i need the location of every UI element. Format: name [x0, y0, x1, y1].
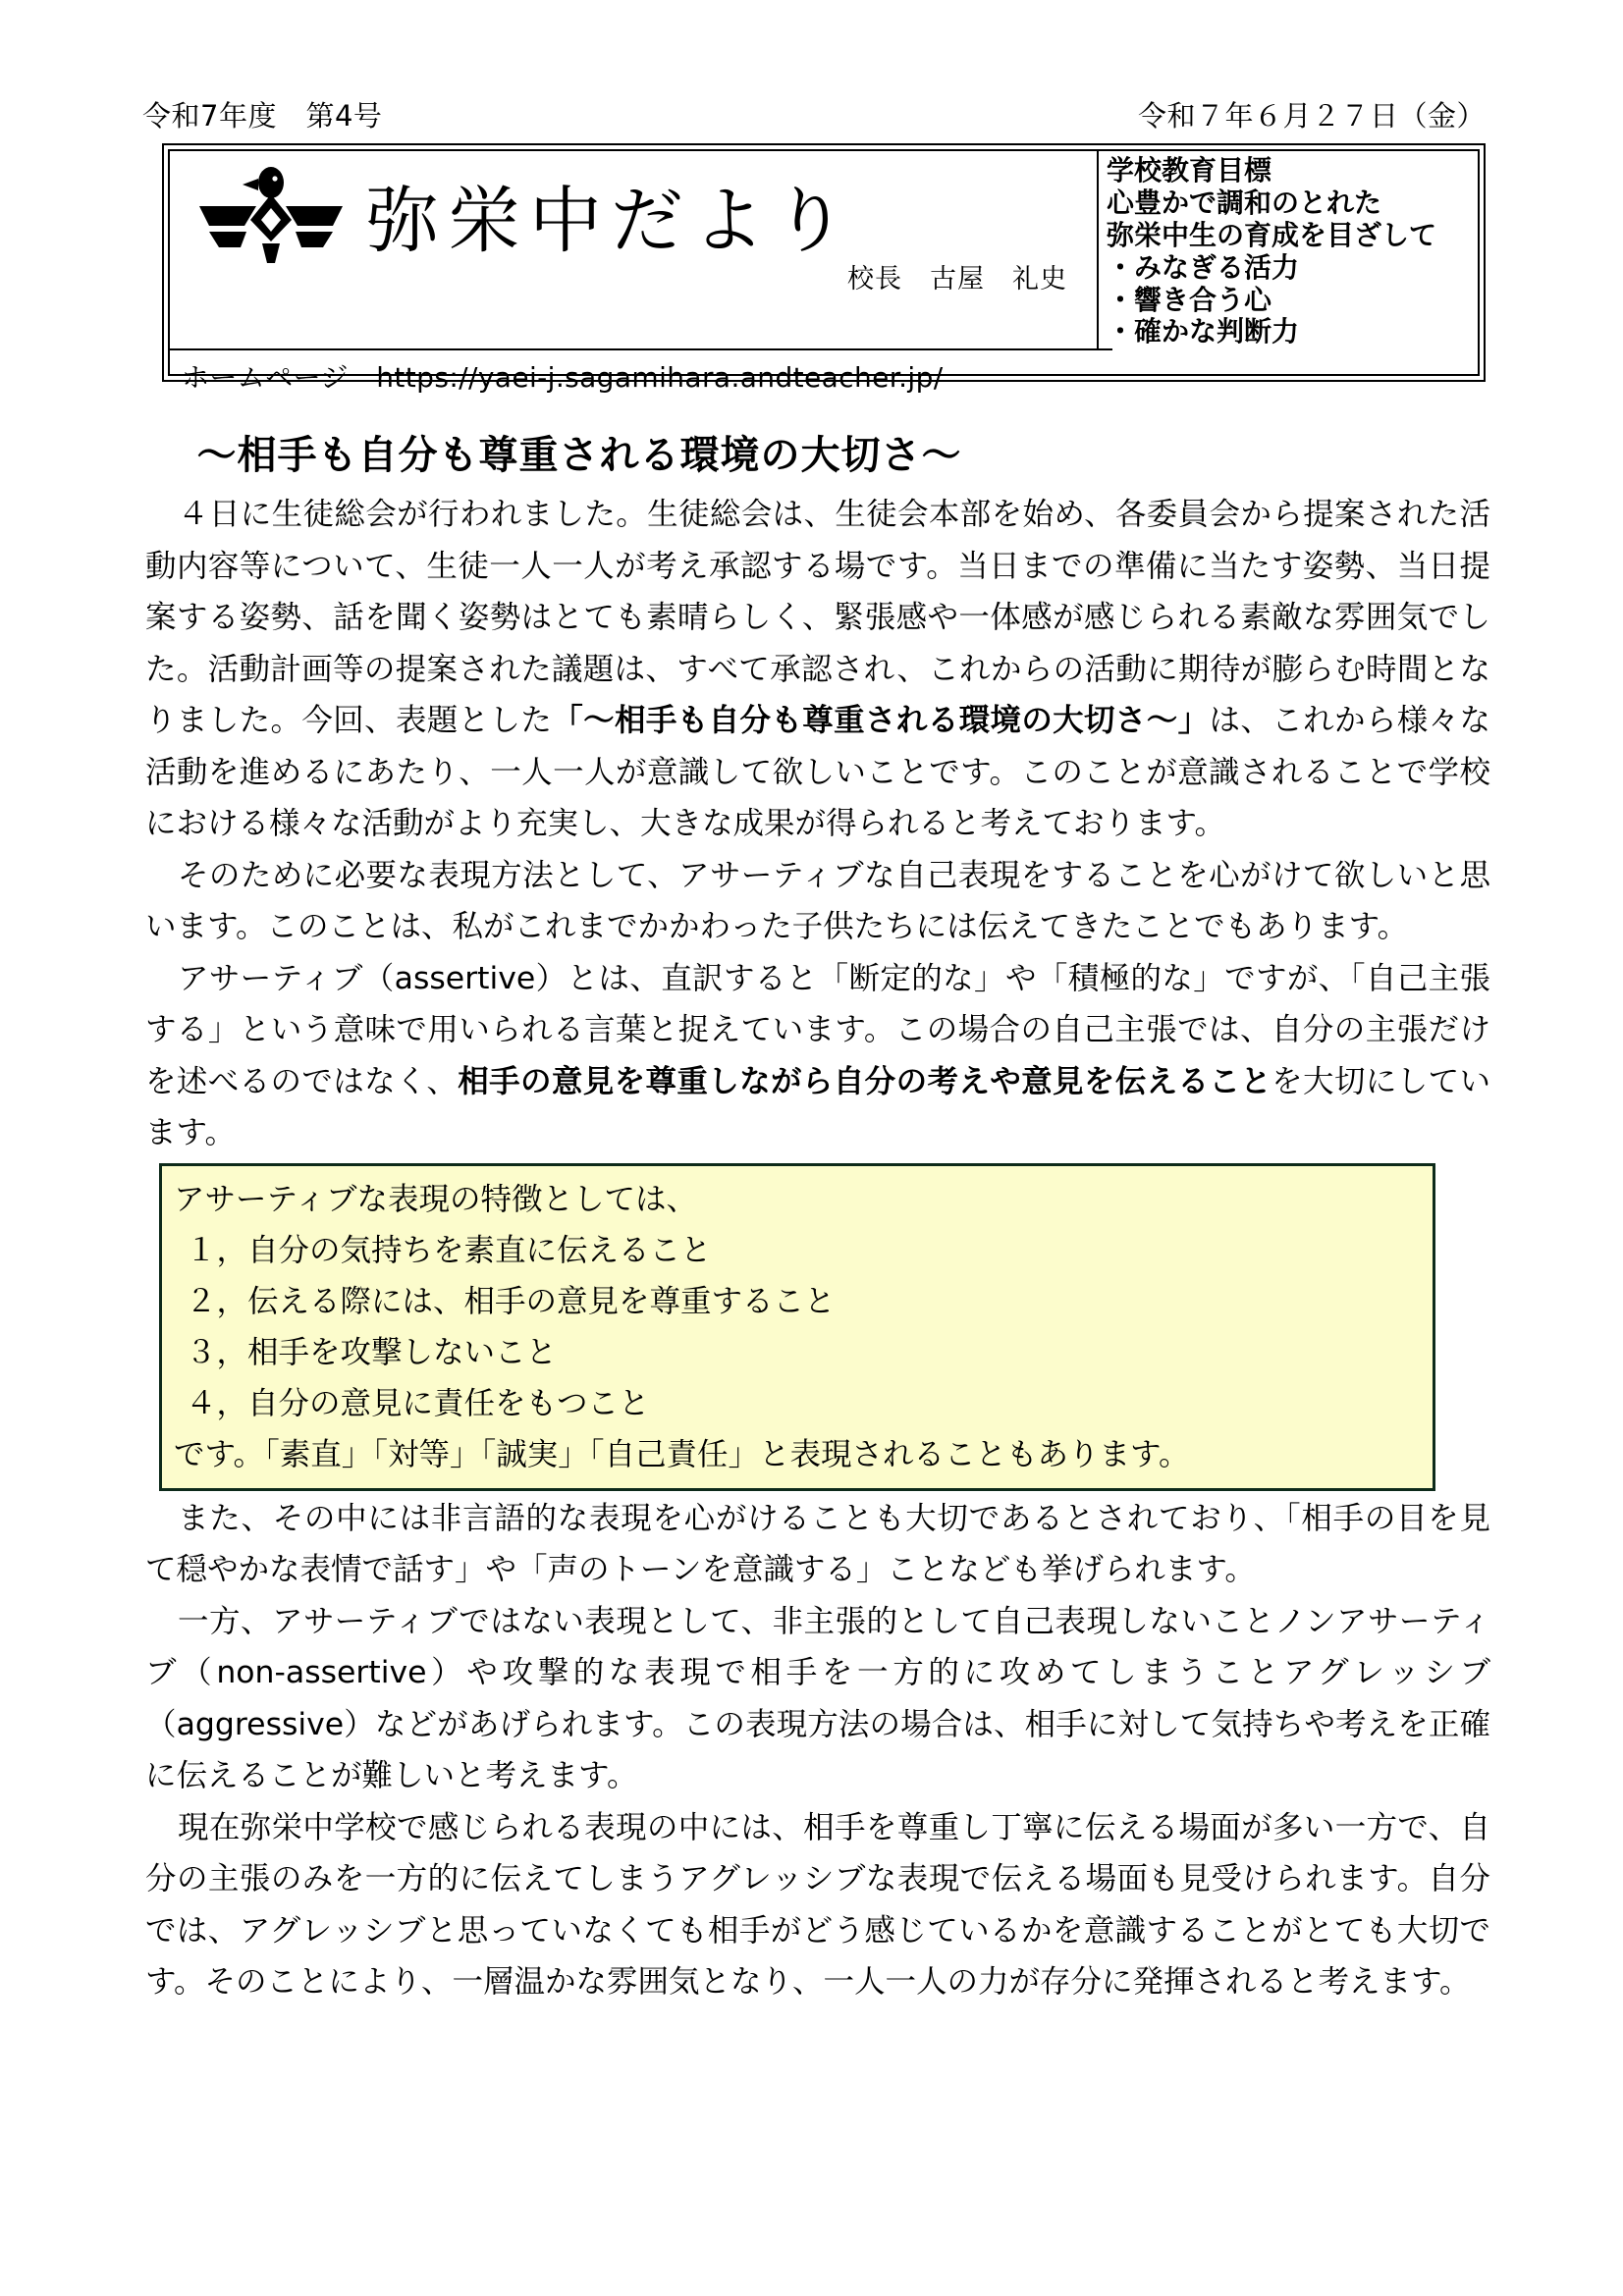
homepage-row — [170, 348, 1112, 394]
document-meta-row — [142, 94, 1486, 134]
callout-item-2: ２，伝える際には、相手の意見を尊重すること — [186, 1283, 836, 1319]
principal-name: 校長 古屋 礼史 — [847, 264, 1067, 294]
paragraph-3 — [145, 953, 1490, 1159]
article-headline: 〜相手も自分も尊重される環境の大切さ〜 — [196, 433, 962, 478]
homepage-label: ホームページ — [182, 361, 349, 395]
article-body — [145, 489, 1490, 2008]
masthead-upper — [170, 151, 1478, 348]
paragraph-2: そのために必要な表現方法として、アサーティブな自己表現をすることを心がけて欲しいと思います。このことは、私がこれまでかかわった子供たちには伝えてきたことでもあります。 — [145, 857, 1490, 944]
paragraph-1-bold: 「〜相手も自分も尊重される環境の大切さ〜」 — [552, 703, 1210, 738]
goal-bullet-2 — [1107, 285, 1478, 317]
publication-date: 令和７年６月２７日（金） — [1137, 99, 1486, 133]
callout-intro: アサーティブな表現の特徴としては、 — [174, 1181, 697, 1217]
goal-bullet-1 — [1107, 252, 1478, 285]
school-goal-box — [1097, 151, 1478, 348]
paragraph-3-part-a: アサーティブ（assertive）とは、直訳すると「断定的な」や「積極的な」ですが、「自己主張する」という意味で用いられる言葉と捉えています。この場合の自己主張では、自分の主張だけを述べるのではなく、 — [145, 960, 1490, 1099]
paragraph-3-part-b: を大切にしています。 — [145, 1063, 1490, 1150]
bullet-mark-icon: ・ — [1107, 315, 1135, 348]
issue-number: 令和7年度 第4号 — [142, 99, 383, 133]
masthead — [162, 143, 1486, 395]
callout-item-4: ４，自分の意見に責任をもつこと — [186, 1385, 650, 1421]
newsletter-title: 弥栄中だより — [366, 179, 855, 263]
paragraph-4: また、その中には非言語的な表現を心がけることも大切であるとされており、「相手の目を見て穏やかな表情で話す」や「声のトーンを意識する」ことなども挙げられます。 — [145, 1500, 1490, 1587]
goal-bullet-2-label: 響き合う心 — [1134, 283, 1272, 316]
goal-line-2: 弥栄中生の育成を目ざして — [1107, 218, 1437, 251]
school-emblem-bird-icon — [197, 165, 345, 267]
paragraph-5: 一方、アサーティブではない表現として、非主張的として自己表現しないことノンアサーティブ（non-assertive）や攻撃的な表現で相手を一方的に攻めてしまうことアグレッシブ（aggressive）などがあげられます。この表現方法の場合は、相手に対して気持ちや考えを正確に伝えることが難しいと考えます。 — [145, 1603, 1490, 1793]
callout-closing: です。「素直」「対等」「誠実」「自己責任」と表現されることもあります。 — [174, 1436, 1190, 1472]
assertive-features-callout-box — [159, 1163, 1435, 1491]
goal-heading: 学校教育目標 — [1107, 154, 1272, 187]
goal-bullet-3-label: 確かな判断力 — [1134, 315, 1300, 348]
homepage-url[interactable]: https://yaei-j.sagamihara.andteacher.jp/ — [376, 361, 944, 395]
goal-line-1: 心豊かで調和のとれた — [1107, 186, 1382, 219]
callout-item-3: ３，相手を攻撃しないこと — [186, 1334, 558, 1370]
masthead-inner-frame — [168, 149, 1480, 395]
goal-bullet-1-label: みなぎる活力 — [1134, 250, 1300, 284]
paragraph-1-part-b: は、これから様々な活動を進めるにあたり、一人一人が意識して欲しいことです。このことが意識されることで学校における様々な活動がより充実し、大きな成果が得られると考えております。 — [145, 703, 1490, 841]
bullet-mark-icon: ・ — [1107, 250, 1135, 284]
masthead-left — [170, 151, 1097, 348]
callout-item-1: １，自分の気持ちを素直に伝えること — [186, 1232, 712, 1268]
bullet-mark-icon: ・ — [1107, 283, 1135, 316]
paragraph-3-bold: 相手の意見を尊重しながら自分の考えや意見を伝えること — [458, 1063, 1272, 1099]
paragraph-1 — [145, 489, 1490, 850]
paragraph-6: 現在弥栄中学校で感じられる表現の中には、相手を尊重し丁寧に伝える場面が多い一方で、自分の主張のみを一方的に伝えてしまうアグレッシブな表現で伝える場面も見受けられます。自分では、アグレッシブと思っていなくても相手がどう感じているかを意識することがとても大切です。そのことにより、一層温かな雰囲気となり、一人一人の力が存分に発揮されると考えます。 — [145, 1809, 1490, 2000]
goal-bullet-3 — [1107, 316, 1478, 348]
paragraph-1-part-a: ４日に生徒総会が行われました。生徒総会は、生徒会本部を始め、各委員会から提案された活動内容等について、生徒一人一人が考え承認する場です。当日までの準備に当たす姿勢、当日提案する姿勢、話を聞く姿勢はとても素晴らしく、緊張感や一体感が感じられる素敵な雰囲気でした。活動計画等の提案された議題は、すべて承認され、これからの活動に期待が膨らむ時間となりました。今回、表題とした — [145, 497, 1490, 738]
